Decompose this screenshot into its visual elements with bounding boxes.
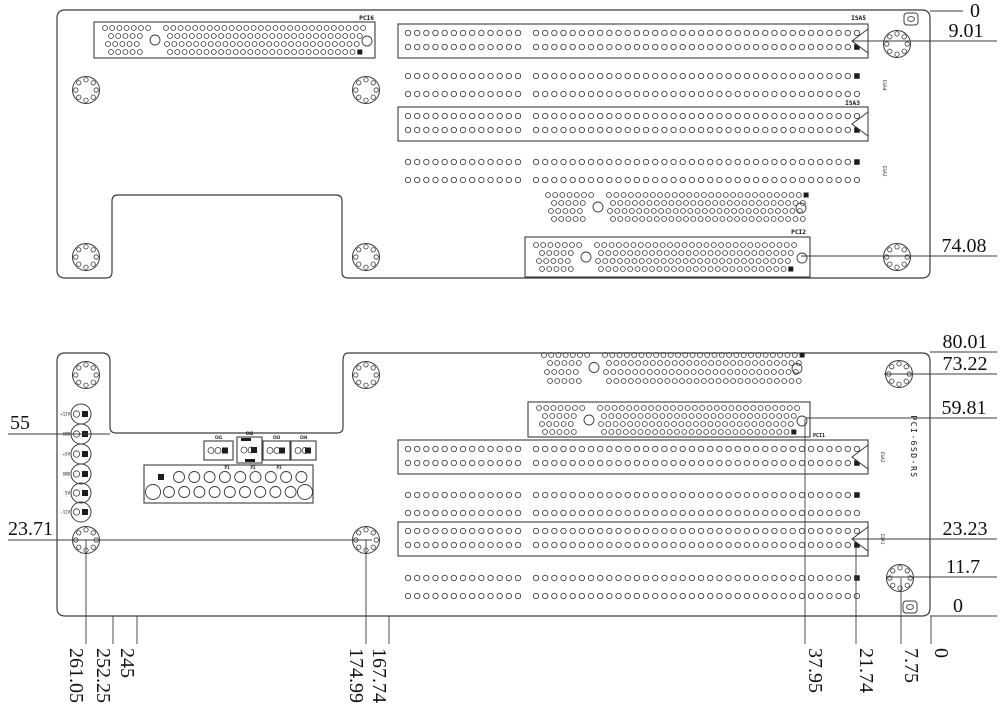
- bottom-dimension-chain: [62, 419, 952, 703]
- board-outline: [57, 10, 930, 278]
- footprint-isa4: [405, 73, 887, 96]
- power-terminal: [60, 404, 91, 424]
- slot-label-isa5: ISA5: [851, 15, 866, 22]
- footprint-isa: [405, 575, 859, 598]
- footprint-isa: [405, 492, 859, 515]
- bottom-board-segment: [57, 353, 930, 617]
- dim-9-01: 9.01: [948, 20, 984, 42]
- connector-isa1: [398, 522, 885, 556]
- aux-sublabel: P2: [250, 465, 256, 470]
- fiducial-mark: [904, 13, 918, 25]
- mounting-hole: [353, 244, 380, 271]
- power-terminal-column: [60, 404, 91, 522]
- slot-label-isa2: ISA2: [881, 165, 886, 177]
- footprint-pci: [542, 353, 805, 384]
- aux-connector: [263, 435, 290, 460]
- slot-label-pci1: PCI1: [813, 433, 826, 439]
- mounting-hole: [73, 362, 100, 389]
- aux-label: CN4: [299, 435, 308, 440]
- mounting-hole: [353, 362, 380, 389]
- dim-right: 11.7: [945, 556, 981, 578]
- dim-right: 73.22: [942, 353, 988, 375]
- power-header: [144, 465, 313, 503]
- slot-label-isa4: ISA4: [881, 79, 886, 91]
- mounting-hole: [887, 565, 914, 592]
- terminal-label: GND: [62, 431, 70, 437]
- slot-label-pci6: PCI6: [359, 15, 374, 22]
- connector-pci1: [528, 402, 825, 439]
- dim-bottom: 252.25: [92, 648, 114, 703]
- terminal-label: -5V: [62, 490, 70, 496]
- aux-connectors: [204, 431, 316, 470]
- connector-isa3: [398, 100, 868, 141]
- mounting-hole: [73, 77, 100, 104]
- slot-label-isa3: ISA3: [845, 100, 860, 107]
- mounting-hole: [353, 77, 380, 104]
- aux-label: CN1: [214, 435, 223, 440]
- dim-bottom: 0: [930, 648, 952, 658]
- aux-connector: [237, 431, 262, 463]
- dim-bottom: 261.05: [65, 648, 87, 703]
- power-terminal: [63, 444, 91, 464]
- terminal-label: -12V: [60, 509, 70, 515]
- slot-label-pci2: PCI2: [791, 229, 806, 236]
- dim-bottom: 7.75: [900, 648, 922, 683]
- connector-pci2: [525, 229, 810, 277]
- terminal-label: +5V: [62, 451, 70, 457]
- board-outline: [57, 353, 930, 616]
- fiducial-mark: [903, 601, 917, 613]
- footprint-isa2: [405, 159, 887, 182]
- aux-sublabel: P1: [224, 465, 230, 470]
- connector-isa2: [398, 440, 885, 474]
- power-terminal: [63, 483, 91, 503]
- connector-isa5: [398, 15, 868, 58]
- dim-bottom: 37.95: [804, 648, 826, 693]
- dim-55: 55: [10, 412, 30, 434]
- power-terminal: [63, 464, 91, 484]
- dim-0-top: 0: [970, 0, 980, 22]
- board-name: PCI-6SD-RS: [909, 415, 918, 479]
- power-terminal: [60, 502, 91, 522]
- top-board-segment: [57, 10, 930, 278]
- dim-bottom: 21.74: [855, 648, 877, 693]
- aux-connector: [291, 435, 316, 460]
- dim-right: 23.23: [942, 518, 988, 540]
- aux-label: CN3: [272, 435, 281, 440]
- mounting-hole: [884, 244, 911, 271]
- dim-right: 59.81: [941, 397, 987, 419]
- aux-label: CN2: [245, 431, 254, 436]
- mounting-hole: [73, 244, 100, 271]
- slot-label-isa2: ISA2: [879, 451, 884, 463]
- dim-bottom: 245: [116, 648, 138, 678]
- dim-74-08: 74.08: [941, 235, 987, 257]
- aux-sublabel: P3: [276, 465, 282, 470]
- dim-bottom: 167.74: [368, 648, 390, 703]
- dim-right: 80.01: [942, 331, 988, 353]
- terminal-label: GND: [62, 471, 70, 477]
- footprint-pci: [546, 193, 809, 222]
- mounting-hole: [884, 31, 911, 58]
- aux-connector: [204, 435, 233, 460]
- dim-bottom: 174.99: [345, 648, 367, 703]
- connector-pci6: [94, 15, 375, 58]
- dim-right: 0: [953, 595, 963, 617]
- dim-23-71: 23.71: [8, 518, 53, 540]
- top-view-dimensions: [801, 0, 997, 257]
- terminal-label: +12V: [60, 411, 70, 417]
- slot-label-isa1: ISA1: [879, 533, 884, 545]
